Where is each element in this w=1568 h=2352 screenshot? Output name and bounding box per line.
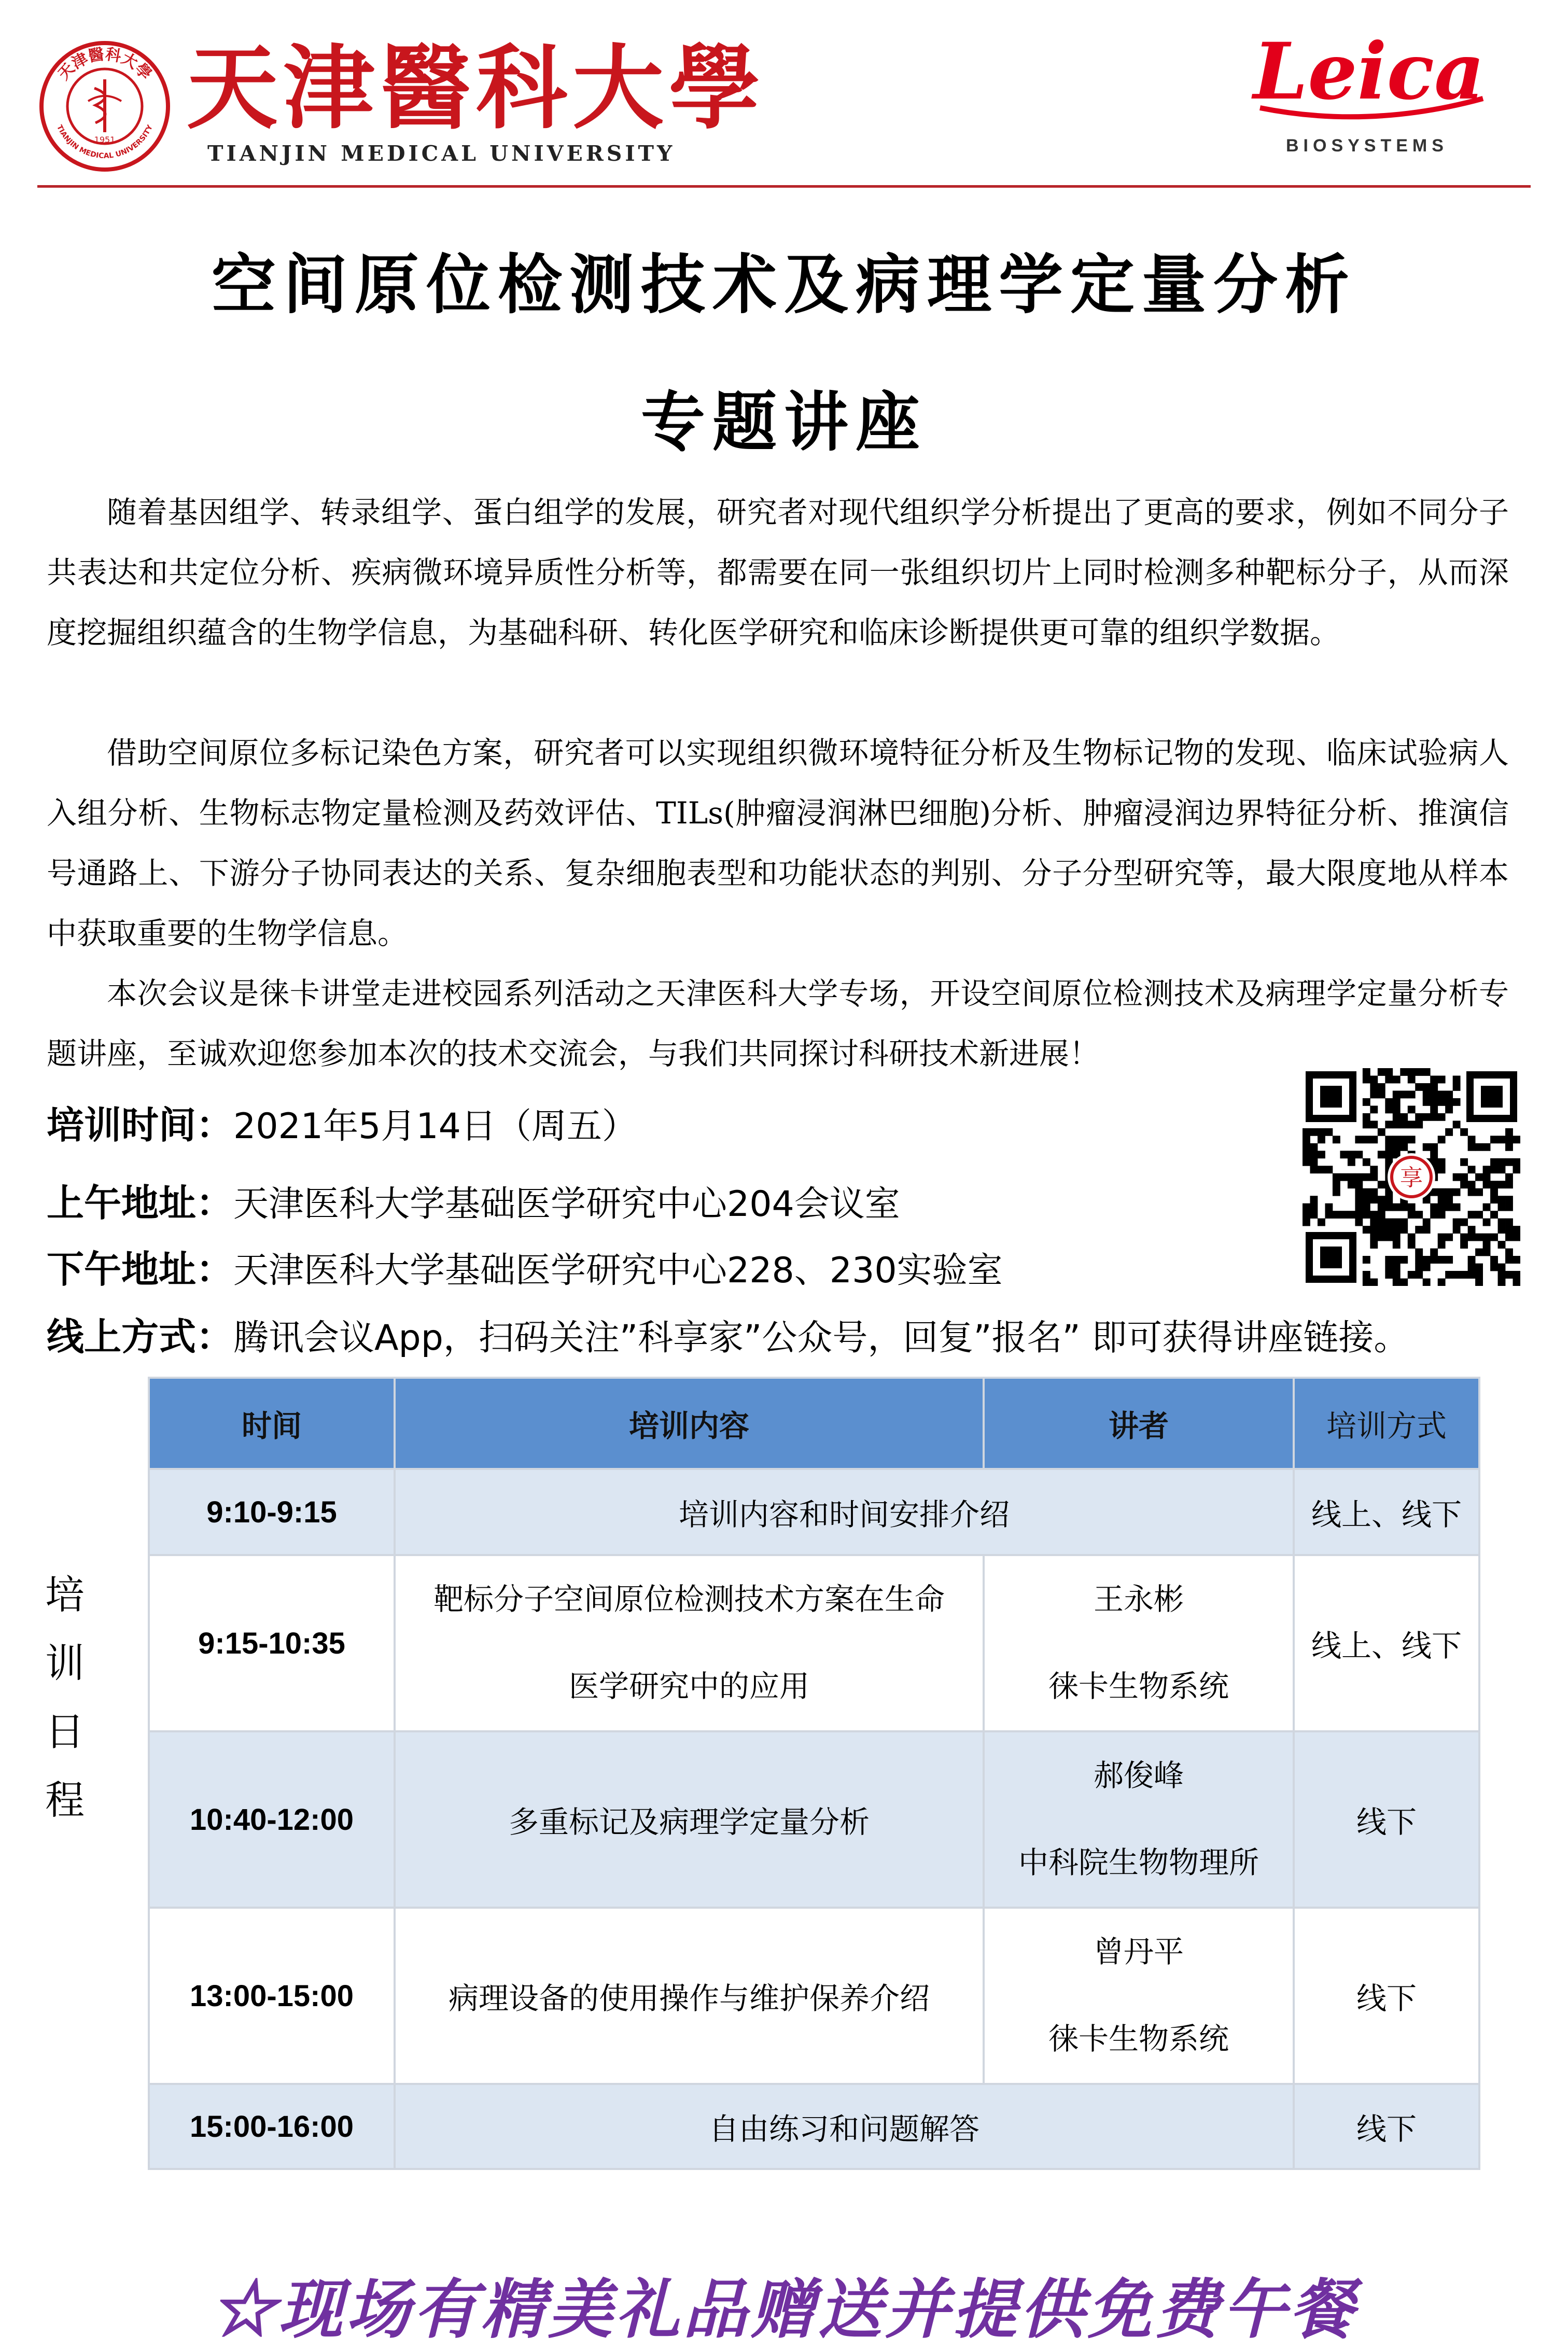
- schedule-side-char: 培: [45, 1572, 85, 1618]
- page-title: 空间原位检测技术及病理学定量分析: [211, 247, 1356, 323]
- table-row: [149, 1731, 1479, 1908]
- qr-code[interactable]: [1303, 1068, 1520, 1286]
- row-speaker: [984, 1731, 1294, 1908]
- header-speaker: 讲者: [984, 1378, 1294, 1469]
- afternoon-address-value: 天津医科大学基础医学研究中心228、230实验室: [233, 1250, 1003, 1291]
- row-mode: 线下: [1294, 1908, 1479, 2084]
- row-mode: 线上、线下: [1294, 1469, 1479, 1555]
- row-speaker: [984, 1555, 1294, 1731]
- row-mode: 线下: [1294, 2084, 1479, 2169]
- speaker-org: 徕卡生物系统: [1048, 1670, 1229, 1703]
- speaker-org: 中科院生物物理所: [1018, 1846, 1259, 1880]
- header-mode: 培训方式: [1294, 1378, 1479, 1469]
- leica-subtitle: BIOSYSTEMS: [1286, 136, 1448, 156]
- row-content: 病理设备的使用操作与维护保养介绍: [395, 1908, 984, 2084]
- intro-paragraph: 随着基因组学、转录组学、蛋白组学的发展，研究者对现代组织学分析提出了更高的要求，例如不同分子共表达和共定位分析、疾病微环境异质性分析等，都需要在同一张组织切片上同时检测多种靶标分子，从而深度挖掘组织蕴含的生物学信息，为基础科研、转化医学研究和临床诊断提供更可靠的组织学数据。: [47, 495, 1509, 650]
- speaker-name: 王永彬: [1093, 1583, 1184, 1616]
- schedule-side-label: [41, 1561, 88, 1835]
- schedule-header-row: [149, 1378, 1479, 1469]
- training-time-value: 2021年5月14日（周五）: [233, 1106, 637, 1147]
- row-time: 10:40-12:00: [149, 1731, 395, 1908]
- info-training-time: [47, 1095, 637, 1149]
- row-content: 自由练习和问题解答: [395, 2084, 1294, 2169]
- university-name-en: TIANJIN MEDICAL UNIVERSITY: [207, 141, 676, 166]
- row-content: [395, 1555, 984, 1731]
- afternoon-address-label: 下午地址：: [47, 1248, 234, 1291]
- university-emblem-logo: [37, 39, 172, 174]
- row-time: 9:15-10:35: [149, 1555, 395, 1731]
- training-time-label: 培训时间：: [47, 1103, 234, 1147]
- leica-logo: [1239, 21, 1499, 130]
- row-time: 15:00-16:00: [149, 2084, 395, 2169]
- row-time: 13:00-15:00: [149, 1908, 395, 2084]
- svg-text:天津醫科大學: [54, 45, 155, 83]
- row-time: 9:10-9:15: [149, 1469, 395, 1555]
- table-row: [149, 2084, 1479, 2169]
- university-name-cn: 天津醫科大學: [187, 34, 766, 142]
- row-content-line: 靶标分子空间原位检测技术方案在生命: [433, 1583, 945, 1616]
- emblem-cn-text: 天津醫科大學: [54, 45, 155, 84]
- table-row: [149, 1908, 1479, 2084]
- row-speaker: [984, 1908, 1294, 2084]
- row-content: 多重标记及病理学定量分析: [395, 1731, 984, 1908]
- page-subtitle: 专题讲座: [640, 385, 927, 460]
- qr-center-mark: 享: [1400, 1165, 1423, 1191]
- online-method-label: 线上方式：: [47, 1315, 234, 1359]
- schedule-side-char: 程: [45, 1777, 85, 1823]
- schedule-side-char: 训: [45, 1640, 85, 1686]
- header-divider: [37, 185, 1531, 188]
- row-mode: 线上、线下: [1294, 1555, 1479, 1731]
- row-content: 培训内容和时间安排介绍: [395, 1469, 1294, 1555]
- morning-address-label: 上午地址：: [47, 1181, 234, 1225]
- emblem-year: 1951: [94, 135, 116, 145]
- info-morning-address: [47, 1173, 900, 1227]
- table-row: [149, 1469, 1479, 1555]
- schedule-side-char: 日: [45, 1709, 85, 1755]
- speaker-org: 徕卡生物系统: [1048, 2022, 1229, 2056]
- table-row: [149, 1555, 1479, 1731]
- intro-paragraph: 本次会议是徕卡讲堂走进校园系列活动之天津医科大学专场，开设空间原位检测技术及病理学定量分析专题讲座，至诚欢迎您参加本次的技术交流会，与我们共同探讨科研技术新进展！: [47, 976, 1509, 1071]
- speaker-name: 曾丹平: [1093, 1935, 1184, 1969]
- speaker-name: 郝俊峰: [1093, 1759, 1184, 1793]
- row-content-line: 医学研究中的应用: [568, 1670, 809, 1703]
- morning-address-value: 天津医科大学基础医学研究中心204会议室: [233, 1184, 900, 1225]
- info-afternoon-address: [47, 1239, 1003, 1293]
- header-time: 时间: [149, 1378, 395, 1469]
- intro-paragraph: 借助空间原位多标记染色方案，研究者可以实现组织微环境特征分析及生物标记物的发现、临床试验病人入组分析、生物标志物定量检测及药效评估、TILs(肿瘤浸润淋巴细胞)分析、肿瘤浸润边界特征分析、推演信号通路上、下游分子协同表达的关系、复杂细胞表型和功能状态的判别、分子分型研究等，最大限度地从样本中获取重要的生物学信息。: [47, 735, 1509, 951]
- row-mode: 线下: [1294, 1731, 1479, 1908]
- header-content: 培训内容: [395, 1378, 984, 1469]
- online-method-value: 腾讯会议App，扫码关注”科享家”公众号，回复”报名” 即可获得讲座链接。: [233, 1318, 1409, 1359]
- leica-wordmark: Leica: [1253, 26, 1485, 117]
- emblem-en-text: TIANJIN MEDICAL UNIVERSITY: [55, 123, 155, 161]
- footer-note: ☆现场有精美礼品赠送并提供免费午餐: [211, 2272, 1357, 2347]
- info-online-method: [47, 1307, 1409, 1361]
- schedule-table: [148, 1377, 1480, 2170]
